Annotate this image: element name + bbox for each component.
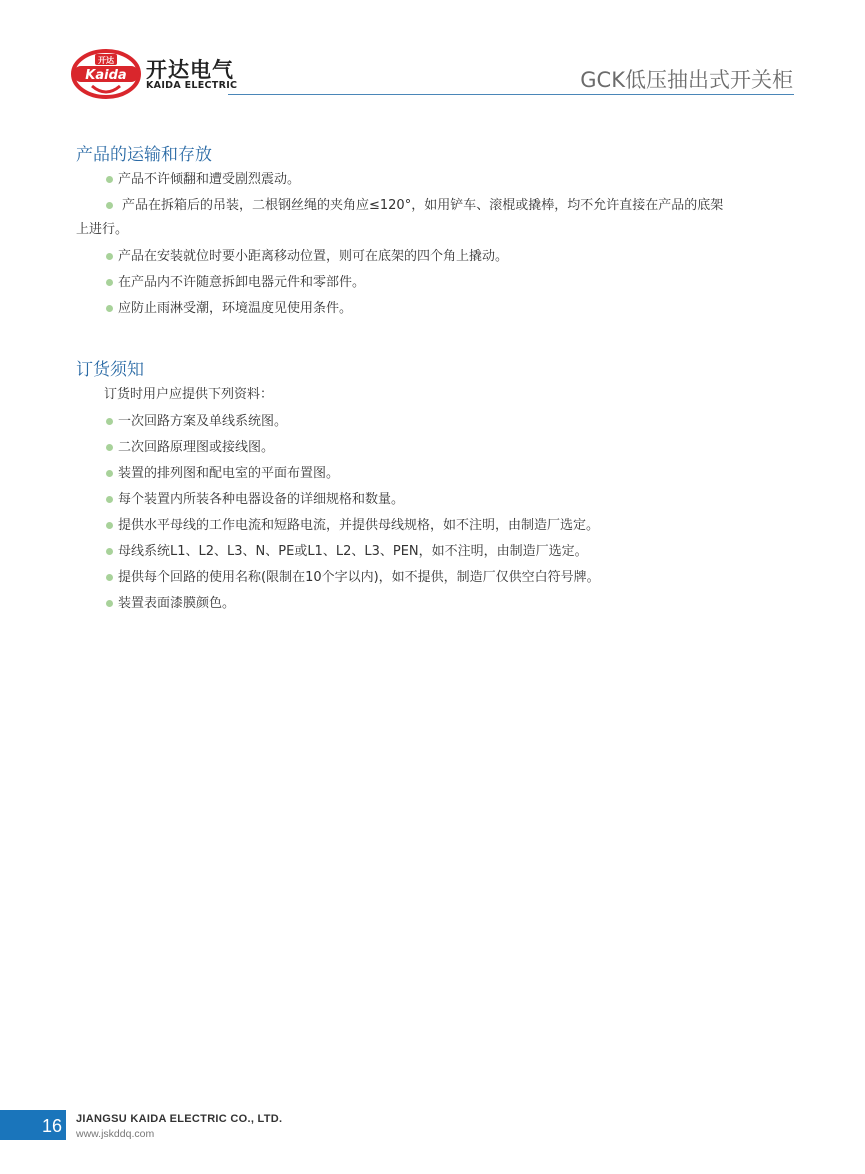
brand-name-en: KAIDA ELECTRIC	[146, 80, 238, 91]
bullet-dot	[106, 253, 113, 260]
ordering-intro: 订货时用户应提供下列资料：	[104, 387, 274, 402]
bullet-dot	[106, 279, 113, 286]
header-divider	[228, 94, 794, 95]
ordering-item: 每个装置内所装各种电器设备的详细规格和数量。	[118, 492, 405, 507]
footer-website-link[interactable]: www.jskddq.com	[76, 1128, 155, 1140]
ordering-item: 提供每个回路的使用名称(限制在10个字以内)，如不提供，制造厂仅供空白符号牌。	[118, 570, 600, 585]
transport-item: 产品在拆箱后的吊装，二根钢丝绳的夹角应≤120°，如用铲车、滚棍或撬棒，均不允许直接在产品的底架	[122, 198, 724, 213]
bullet-dot	[106, 418, 113, 425]
page-header	[0, 0, 865, 110]
company-logo	[70, 48, 238, 100]
footer-company-name: JIANGSU KAIDA ELECTRIC CO., LTD.	[76, 1113, 283, 1125]
bullet-dot	[106, 470, 113, 477]
bullet-dot	[106, 574, 113, 581]
ordering-item: 装置的排列图和配电室的平面布置图。	[118, 466, 340, 481]
transport-item: 产品在安装就位时要小距离移动位置，则可在底架的四个角上撬动。	[118, 249, 509, 264]
bullet-dot	[106, 305, 113, 312]
ordering-item: 提供水平母线的工作电流和短路电流，并提供母线规格，如不注明，由制造厂选定。	[118, 518, 600, 533]
logo-badge-text: 开达	[98, 56, 114, 65]
brand-name-cn: 开达电气	[146, 58, 234, 82]
ordering-item: 一次回路方案及单线系统图。	[118, 414, 288, 429]
bullet-dot	[106, 600, 113, 607]
bullet-dot	[106, 522, 113, 529]
page-number: 16	[41, 1116, 62, 1136]
ordering-item: 二次回路原理图或接线图。	[118, 440, 275, 455]
transport-item: 在产品内不许随意拆卸电器元件和零部件。	[118, 275, 366, 290]
kaida-logo-mark	[70, 48, 142, 100]
transport-item: 应防止雨淋受潮，环境温度见使用条件。	[118, 301, 353, 316]
ordering-item: 装置表面漆膜颜色。	[118, 596, 236, 611]
bullet-dot	[106, 176, 113, 183]
document-title: GCK低压抽出式开关柜	[580, 68, 793, 92]
ordering-item: 母线系统L1、L2、L3、N、PE或L1、L2、L3、PEN，如不注明，由制造厂选定。	[118, 544, 588, 559]
bullet-dot	[106, 202, 113, 209]
bullet-dot	[106, 496, 113, 503]
section-title-transport: 产品的运输和存放	[76, 145, 212, 165]
transport-item: 产品不许倾翻和遭受剧烈震动。	[118, 172, 301, 187]
logo-mark-text: Kaida	[85, 68, 127, 83]
bullet-dot	[106, 444, 113, 451]
bullet-dot	[106, 548, 113, 555]
section-title-ordering: 订货须知	[76, 360, 144, 380]
transport-item-continuation: 上进行。	[76, 222, 129, 237]
